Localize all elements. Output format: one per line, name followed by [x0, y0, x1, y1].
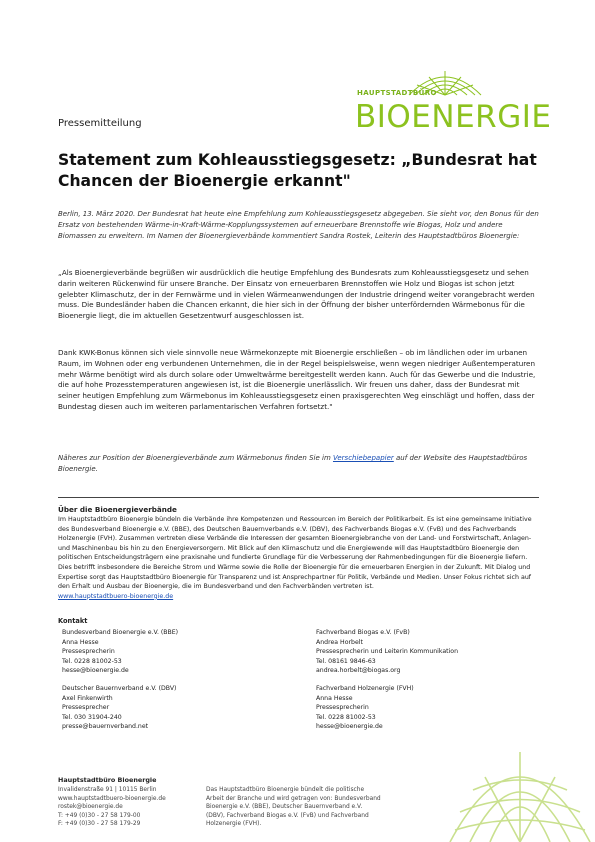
contact-org: Deutscher Bauernverband e.V. (DBV) [62, 685, 177, 692]
contact-block-fvb [316, 628, 536, 676]
footer-website[interactable]: www.hauptstadtbuero-bioenergie.de [58, 795, 166, 802]
contact-role: Pressesprecher [62, 704, 110, 712]
position-paper-link[interactable]: Verschiebepapier [332, 454, 394, 462]
logo-wordmark: BIOENERGIE [355, 99, 552, 135]
contact-org: Fachverband Biogas e.V. (FvB) [316, 629, 410, 636]
footer-desc-line: Das Hauptstadtbüro Bioenergie bündelt die politische [206, 787, 365, 793]
contact-role: Pressesprecherin [62, 648, 115, 656]
footer-desc-line: Holzenergie (FVH). [206, 821, 262, 828]
footer-desc-line: (DBV), Fachverband Biogas e.V. (FvB) und Fachverband [206, 812, 369, 819]
footer-description [206, 786, 386, 829]
statement-paragraph-1: „Als Bioenergieverbände begrüßen wir ausdrücklich die heutige Empfehlung des Bundesrats zum Kohleausstiegsgesetz und sehen darin weiteren Rückenwind für unsere Branche. Der Einsatz von erneuerbaren Brennstoffen wie Holz und Biogas ist schon jetzt gelebter Klimaschutz, der in der Fernwärme und in vielen Wärmeanwendungen der Industrie dringend weiter vorangebracht werden muss. Die Bundesländer haben die Chancen erkannt, die hier sich in der Öffnung der bisher unterfördernden Wärmebonus für die Bioenergie liegt, die im aktuellen Gesetzentwurf ausgeschlossen ist. [58, 268, 535, 321]
contact-email[interactable]: presse@bauernverband.net [62, 723, 149, 731]
contact-person: Axel Finkenwirth [62, 694, 113, 702]
footer-globe-graphic-icon [445, 732, 595, 842]
logo-kicker: HAUPTSTADTBÜRO [357, 89, 437, 97]
contact-heading: Kontakt [58, 617, 88, 625]
contact-block-bbe [62, 628, 282, 676]
about-body: Im Hauptstadtbüro Bioenergie bündeln die Verbände ihre Kompetenzen und Ressourcen im Bereich der Politikarbeit. Es ist eine gemeinsame Initiative des Bundesverband Bioenergie e.V. (BBE), des Deutschen Bauernverbands e.V. (DBV), des Fachverbands Biogas e.V. (FvB) und des Fachverbands Holzenergie (FVH). Zusammen vertreten diese Verbände die Interessen der gesamten Bioenergiebranche von der Land- und Forstwirtschaft, Anlagen- und Maschinenbau bis hin zu den Energieversorgern. Mit Blick auf den Klimaschutz und die Energiewende will das Hauptstadtbüro Bioenergie den politischen Entscheidungsträgern eine praxisnahe und fundierte Grundlage für die Verbesserung der Rahmenbedingungen für die Bioenergie liefern. Dies betrifft insbesondere die Bereiche Strom und Wärme sowie die Rolle der Bioenergie für die erneuerbaren Energien in der Zukunft. Mit Dialog und Expertise sorgt das Hauptstadtbüro Bioenergie für Transparenz und ist Ansprechpartner für Politik, Verbände und Medien. Unser Fokus richtet sich auf den Erhalt und Ausbau der Bioenergie, die im Bundesverband und den Fachverbänden vertreten ist. [58, 516, 532, 591]
contact-phone: Tel. 0228 81002-53 [62, 657, 122, 665]
contact-email[interactable]: hesse@bioenergie.de [316, 723, 383, 731]
contact-email[interactable]: hesse@bioenergie.de [62, 667, 129, 675]
footer-line: Invalidenstraße 91 | 10115 Berlin [58, 787, 157, 793]
intro-paragraph: Berlin, 13. März 2020. Der Bundesrat hat heute eine Empfehlung zum Kohleausstiegsgesetz abgegeben. Sie sieht vor, den Bonus für den Ersatz von bestehenden Wärme-in-Kraft-Wärme-Kopplungssystemen auf erneuerbare Brennstoffe wie Biogas, Holz und andere Biomassen zu erweitern. Im Namen der Bioenergieverbände kommentiert Sandra Rostek, Leiterin des Hauptstadtbüros Bioenergie: [58, 210, 539, 240]
about-heading: Über die Bioenergieverbände [58, 505, 177, 514]
contact-org: Bundesverband Bioenergie e.V. (BBE) [62, 629, 179, 636]
contact-role: Pressesprecherin und Leiterin Kommunikation [316, 648, 458, 656]
document-type-label: Pressemitteilung [58, 118, 142, 129]
contact-role: Pressesprecherin [316, 704, 369, 712]
footer-desc-line: Bioenergie e.V. (BBE), Deutscher Bauernverband e.V. [206, 804, 363, 811]
footer-phone: T: +49 (0)30 - 27 58 179-00 [58, 812, 141, 819]
note-text-before: Näheres zur Position der Bioenergieverbände zum Wärmebonus finden Sie im [58, 454, 333, 462]
hauptstadtbuero-bioenergie-logo [353, 68, 552, 138]
press-release-title: Statement zum Kohleausstiegsgesetz: „Bundesrat hat Chancen der Bioenergie erkannt" [58, 151, 537, 190]
contact-org: Fachverband Holzenergie (FVH) [316, 685, 414, 692]
contact-phone: Tel. 0228 81002-53 [316, 713, 376, 721]
website-link[interactable]: www.hauptstadtbuero-bioenergie.de [58, 592, 174, 600]
note-text-after: auf der Website des Hauptstadtbüros Bioenergie. [58, 454, 528, 473]
contact-phone: Tel. 08161 9846-63 [316, 657, 376, 665]
contact-block-fvh [316, 684, 536, 732]
footer-address [58, 786, 208, 829]
contact-person: Anna Hesse [316, 694, 353, 702]
footer-title: Hauptstadtbüro Bioenergie [58, 776, 157, 784]
footer-fax: F: +49 (0)30 - 27 58 179-29 [58, 821, 141, 828]
position-note [58, 453, 540, 475]
contact-person: Andrea Horbelt [316, 638, 363, 646]
section-divider [58, 497, 539, 498]
contact-block-dbv [62, 684, 282, 732]
footer-email[interactable]: rostek@bioenergie.de [58, 804, 123, 811]
statement-paragraph-2: Dank KWK-Bonus können sich viele sinnvolle neue Wärmekonzepte mit Bioenergie erschließen – ob im ländlichen oder im urbanen Raum, im Wohnen oder eng verbundenen Unternehmen, die in der Regel beispielsweise, wenn wegen niedriger Außentemperaturen mehr Wärme benötigt wird als durch solare oder Umweltwärme bereitgestellt werden kann. Auch für das Gewerbe und die Industrie, die auf hohe Prozesstemperaturen angewiesen ist, ist die Bioenergie unerlässlich. Wir freuen uns daher, dass der Bundesrat mit seiner heutigen Empfehlung zum Wärmebonus im Kohleausstiegsgesetz einen praxisgerechten Weg einschlägt und hoffen, dass der Bundestag diesen auch im weiteren parlamentarischen Verfahren fortsetzt." [58, 348, 536, 411]
contact-email[interactable]: andrea.horbelt@biogas.org [316, 667, 401, 675]
about-text [58, 515, 540, 601]
footer-desc-line: Arbeit der Branche und wird getragen von: Bundesverband [206, 795, 381, 802]
contact-person: Anna Hesse [62, 638, 99, 646]
contact-phone: Tel. 030 31904-240 [62, 713, 122, 721]
